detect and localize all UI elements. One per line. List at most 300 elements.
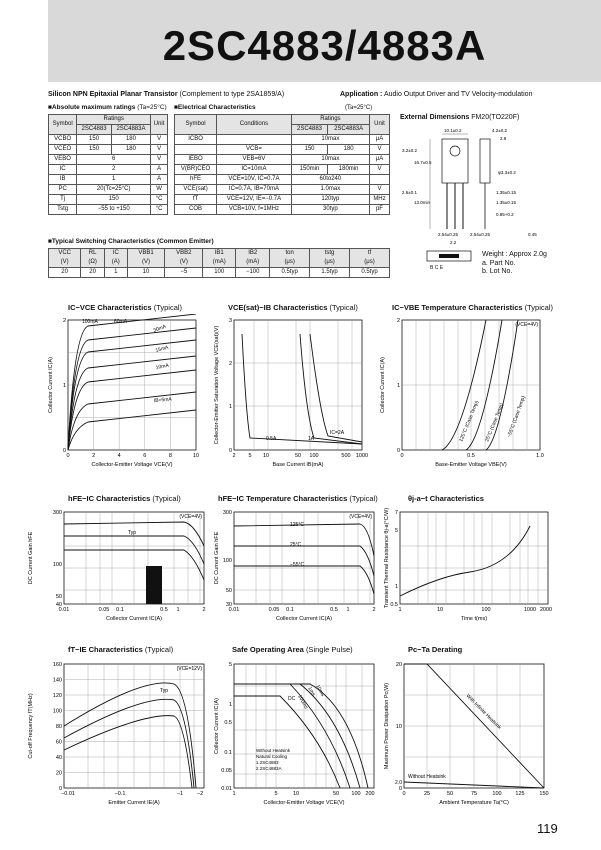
y-tick: 1 <box>396 383 400 389</box>
curve <box>234 684 360 788</box>
x-tick: 75 <box>470 791 478 797</box>
x-tick: 2 <box>202 607 206 613</box>
y-tick: 1 <box>62 383 66 389</box>
curve-label: IC=2A <box>330 430 345 436</box>
y-tick-extra: 2.0 <box>395 780 402 786</box>
curve-label: 10ms <box>314 684 326 698</box>
switch-value: 20 <box>49 268 81 278</box>
curve <box>400 526 530 596</box>
curve-label: 15mA <box>154 344 170 354</box>
x-tick: 10 <box>292 791 300 797</box>
dimension-label: 2.2 <box>450 240 457 245</box>
x-tick: 50 <box>332 791 340 797</box>
x-tick: 1000 <box>355 453 369 459</box>
soa-note: Natural Cooling <box>256 754 288 759</box>
x-tick: 500 <box>341 453 351 459</box>
curve-label: 100mA <box>82 319 98 325</box>
curve <box>64 716 192 788</box>
elec-row <box>175 155 390 165</box>
x-axis-label: Ambient Temperature Ta(°C) <box>439 800 509 806</box>
abs-symbol: Tstg <box>49 205 77 215</box>
y-tick: 40 <box>55 602 62 608</box>
switch-title: ■Typical Switching Characteristics (Common Emitter) <box>48 238 214 245</box>
x-tick: 10 <box>436 607 444 613</box>
part-no: a. Part No. <box>482 260 516 267</box>
curve <box>64 699 194 788</box>
pin-labels: B C E <box>430 265 444 271</box>
y-tick: 50 <box>55 594 62 600</box>
chart-pc-ta <box>380 656 560 810</box>
curve-label: 25°C <box>290 542 302 548</box>
y-tick: 140 <box>52 677 62 684</box>
abs-symbol: Tj <box>49 195 77 205</box>
y-tick: 0.5 <box>390 602 398 608</box>
abs-symbol: VEBO <box>49 155 77 165</box>
abs-max-title <box>48 104 167 111</box>
switch-value: 10 <box>127 268 165 278</box>
x-tick: −0.01 <box>61 791 75 797</box>
y-tick: 160 <box>52 662 62 668</box>
curve-label: IB=5mA <box>153 396 173 404</box>
elec-condition: VEB=6V <box>217 155 292 165</box>
abs-value-a: 1 <box>77 175 151 185</box>
chart-ic-vbe <box>376 314 546 474</box>
elec-row <box>175 135 390 145</box>
y-tick: 0 <box>62 448 66 454</box>
abs-row <box>49 135 168 145</box>
chart-hfe-ic-temp <box>210 506 380 628</box>
soa-note: Without Heatsink <box>256 748 291 753</box>
abs-max-heading: ■Absolute maximum ratings <box>48 104 136 111</box>
elec-symbol: V(BR)CEO <box>175 165 217 175</box>
y-tick: 0.01 <box>221 786 232 792</box>
elec-value-a: 30typ <box>291 205 369 215</box>
switch-head-symbol: VBB2 <box>176 250 192 256</box>
elec-title: ■Electrical Characteristics <box>174 104 256 111</box>
switch-head-unit: (V) <box>179 259 188 265</box>
ext-title <box>400 114 519 121</box>
weight: Weight : Approx 2.0g <box>482 251 547 258</box>
x-axis-label: Base Current IB(mA) <box>272 462 324 468</box>
abs-symbol: PC <box>49 185 77 195</box>
abs-max-table <box>48 114 168 215</box>
elec-table <box>174 114 390 215</box>
y-axis-label: Collector-Emitter Saturation Voltage VCE(sat)(V) <box>214 325 220 445</box>
switch-head-symbol: tf <box>367 250 372 256</box>
x-tick: 0 <box>66 453 70 459</box>
x-tick: 25 <box>423 791 431 797</box>
x-axis-label: Base-Emitter Voltage VBE(V) <box>435 462 507 468</box>
switch-value: 20 <box>81 268 105 278</box>
dimension-label: 0.45 <box>528 232 537 237</box>
th-symbol: Symbol <box>49 115 77 135</box>
dimension-label: 13.0min <box>414 200 431 205</box>
y-axis-label: Maximum Power Dissipation Pc(W) <box>384 682 390 770</box>
subtitle <box>48 91 284 98</box>
lot-no: b. Lot No. <box>482 268 513 275</box>
curve-label: 25°C (Case Temp) <box>484 402 506 443</box>
switch-head <box>104 249 127 268</box>
chart-vcesat-ib <box>210 314 370 474</box>
x-tick: 10 <box>262 453 270 459</box>
x-tick: 6 <box>143 453 147 459</box>
abs-unit: V <box>151 155 168 165</box>
y-tick: 300 <box>222 510 232 516</box>
switch-head-unit: (A) <box>111 259 120 265</box>
x-tick: 200 <box>365 791 375 797</box>
x-tick: 0 <box>400 453 404 459</box>
elec-symbol: IEBO <box>175 155 217 165</box>
dimension-label: 16.7±0.5 <box>414 160 432 165</box>
x-tick: 1000 <box>523 607 537 613</box>
th-b: 2SC4883A <box>111 125 150 135</box>
elec-row <box>175 145 390 155</box>
y-tick: 30 <box>225 602 232 608</box>
abs-row <box>49 165 168 175</box>
y-axis-label: DC Current Gain hFE <box>28 531 34 585</box>
abs-value-a: 6 <box>77 155 151 165</box>
application-label: Application : <box>340 91 383 98</box>
x-tick: 4 <box>117 453 121 459</box>
y-tick: 1 <box>228 702 232 708</box>
x-tick: 0.5 <box>160 607 168 613</box>
curve <box>300 334 362 444</box>
x-tick: 100 <box>351 791 361 797</box>
switch-head <box>127 249 165 268</box>
c4-title-text: hFE−IC Characteristics <box>68 494 151 503</box>
switch-head <box>203 249 236 268</box>
curve-label: 1A <box>308 436 315 442</box>
y-tick: 100 <box>222 558 232 564</box>
x-tick: 2000 <box>539 607 553 613</box>
switch-head-unit: (mA) <box>212 259 226 265</box>
elec-value-a: 120typ <box>291 195 369 205</box>
x-tick: 0.05 <box>98 607 110 613</box>
elec-value-a: 150min <box>291 165 328 175</box>
elec-unit <box>369 175 389 185</box>
abs-row <box>49 185 168 195</box>
curve-label: 1ms <box>306 686 317 698</box>
switch-head-symbol: RL <box>88 250 97 256</box>
c9-title <box>408 645 462 654</box>
curve-label: DC <box>288 696 296 702</box>
eth-unit: Unit <box>369 115 389 135</box>
curve <box>310 334 362 442</box>
elec-condition: IC=10mA <box>217 165 292 175</box>
curve-label: −55°C <box>290 562 305 568</box>
x-tick: 0.5 <box>467 453 475 459</box>
y-tick: 100 <box>52 562 62 568</box>
elec-unit: V <box>369 145 389 155</box>
y-tick: 100 <box>52 708 62 715</box>
c9-title-text: Pc−Ta Derating <box>408 645 463 654</box>
x-tick: 2 <box>372 607 376 613</box>
curve-label: Typ <box>128 530 137 536</box>
switch-head-symbol: IB2 <box>248 250 258 256</box>
curve-label: 100ms <box>296 694 309 711</box>
curve-label: 10mA <box>155 362 170 371</box>
dimension-label: 2.54±0.25 <box>438 232 458 237</box>
y-tick: 1 <box>394 584 398 590</box>
curve <box>68 340 196 450</box>
switch-value: 1 <box>104 268 127 278</box>
x-tick: 0.1 <box>116 607 124 613</box>
y-tick: 0 <box>58 786 62 792</box>
c2-note: (Typical) <box>329 303 358 312</box>
elec-unit: MHz <box>369 195 389 205</box>
dimension-label: 0.85+0.2 <box>496 212 514 217</box>
y-tick: 1 <box>228 404 232 410</box>
condition-label: (VCE=12V) <box>176 666 202 672</box>
elec-cond: (Ta=25°C) <box>345 105 373 111</box>
switch-head-symbol: IC <box>112 250 119 256</box>
switching-table <box>48 248 390 278</box>
c3-note: (Typical) <box>524 303 553 312</box>
c4-title <box>68 494 181 503</box>
switch-head-symbol: IB1 <box>214 250 224 256</box>
chart-theta-t <box>380 506 560 628</box>
soa-note: 1.2SC4883 <box>256 760 279 765</box>
y-tick: 0.1 <box>224 750 232 756</box>
curve <box>64 683 196 788</box>
c1-note: (Typical) <box>153 303 183 312</box>
y-tick: 20 <box>395 662 402 668</box>
c3-title-text: IC−VBE Temperature Characteristics <box>392 303 523 312</box>
elec-row <box>175 165 390 175</box>
abs-symbol: IC <box>49 165 77 175</box>
chart-ic-vce <box>44 314 204 474</box>
elec-symbol: ICBO <box>175 135 217 145</box>
abs-value-a: 2 <box>77 165 151 175</box>
switch-head <box>270 249 310 268</box>
condition-label: (VCE=4V) <box>349 514 372 520</box>
curve <box>68 356 196 450</box>
abs-row <box>49 195 168 205</box>
x-tick: 50 <box>446 791 454 797</box>
c8-title-text: Safe Operating Area <box>232 645 304 654</box>
eth-conditions: Conditions <box>217 115 292 135</box>
curve <box>242 334 362 444</box>
switch-head-symbol: tstg <box>324 250 335 256</box>
curve-label: Without Heatsink <box>408 774 446 780</box>
ext-heading: External Dimensions <box>400 114 470 121</box>
dimension-label: 2.6±0.1 <box>402 190 417 195</box>
curve-label: 0.5A <box>266 436 277 442</box>
x-tick: 1 <box>398 607 402 613</box>
switch-head <box>81 249 105 268</box>
subtitle-main: Silicon NPN Epitaxial Planar Transistor <box>48 91 178 98</box>
condition-label: (VCE=4V) <box>179 514 202 520</box>
elec-condition <box>217 135 292 145</box>
elec-symbol: COB <box>175 205 217 215</box>
c7-title-text: fT−IE Characteristics <box>68 645 143 654</box>
y-axis-label: Collector Current IC(A) <box>214 698 220 754</box>
x-tick: 1 <box>232 791 236 797</box>
abs-row <box>49 175 168 185</box>
switch-value: 100 <box>203 268 236 278</box>
elec-symbol: fT <box>175 195 217 205</box>
elec-symbol: VCE(sat) <box>175 185 217 195</box>
curve-label: Typ <box>160 688 169 694</box>
elec-value-b: 180 <box>328 145 370 155</box>
x-tick: 0 <box>402 791 406 797</box>
x-tick: 100 <box>481 607 491 613</box>
dimension-labels <box>402 128 537 245</box>
th-ratings: Ratings <box>77 115 151 125</box>
y-tick: 0.5 <box>224 720 232 726</box>
x-tick: 10 <box>192 453 200 459</box>
elec-condition: VCE=12V, IE=−0.7A <box>217 195 292 205</box>
switch-head <box>350 249 390 268</box>
elec-unit: V <box>369 185 389 195</box>
abs-unit: A <box>151 175 168 185</box>
dimension-label: 10.1±0.2 <box>444 128 462 133</box>
switch-head-symbol: ton <box>285 250 294 256</box>
y-tick: 50 <box>225 588 232 594</box>
elec-row <box>175 205 390 215</box>
curve <box>68 328 196 450</box>
switch-head-unit: (V) <box>60 259 69 265</box>
x-tick: −0.1 <box>114 791 126 797</box>
x-axis-label: Time t(ms) <box>460 616 488 622</box>
curve-label: 30mA <box>152 323 167 334</box>
x-tick: 1.0 <box>536 453 544 459</box>
elec-condition: VCB= <box>217 145 292 155</box>
elec-value-a: 60to240 <box>291 175 369 185</box>
x-axis-label: Collector-Emitter Voltage VCE(V) <box>263 800 345 806</box>
y-tick: 0 <box>396 448 400 454</box>
y-tick: 7 <box>394 510 398 516</box>
dimension-label: φ3.3±0.2 <box>498 170 516 175</box>
switch-head <box>310 249 350 268</box>
dimension-label: 4.2±0.2 <box>492 128 507 133</box>
switch-head-unit: (μs) <box>364 259 375 265</box>
y-tick: 40 <box>55 755 62 761</box>
x-axis-label: Collector Current IC(A) <box>276 616 332 622</box>
elec-unit: V <box>369 165 389 175</box>
c4-note: (Typical) <box>152 494 181 503</box>
y-tick: 0 <box>228 448 232 454</box>
c6-title <box>408 494 484 503</box>
abs-max-cond: (Ta=25°C) <box>137 104 167 111</box>
switch-value: 0.5typ <box>270 268 310 278</box>
c2-title <box>228 303 358 312</box>
condition-label: (VCE=4V) <box>515 322 538 328</box>
abs-unit: V <box>151 145 168 155</box>
abs-value-a: 20(Tc=25°C) <box>77 185 151 195</box>
x-tick: 0.1 <box>286 607 294 613</box>
curve <box>68 370 196 450</box>
package-drawing <box>400 124 580 246</box>
elec-value-a: 10max <box>291 135 369 145</box>
x-axis-label: Emitter Current IE(A) <box>108 800 160 806</box>
y-tick: 3 <box>228 318 232 324</box>
x-tick: 5 <box>248 453 252 459</box>
y-tick: 2 <box>62 318 66 324</box>
y-axis-label: DC Current Gain hFE <box>214 531 220 585</box>
y-tick: 5 <box>228 662 232 668</box>
curve-label: −55°C (Case Temp) <box>506 395 527 439</box>
y-tick: 2 <box>228 361 232 367</box>
y-axis-label: Collector Current IC(A) <box>48 357 54 413</box>
elec-unit: μA <box>369 155 389 165</box>
switch-head-unit: (mA) <box>246 259 260 265</box>
x-tick: 2 <box>92 453 96 459</box>
c2-title-text: VCE(sat)−IB Characteristics <box>228 303 328 312</box>
y-tick: 60 <box>55 739 62 746</box>
y-tick: 20 <box>55 770 62 777</box>
elec-row <box>175 185 390 195</box>
c8-title <box>232 645 353 654</box>
dimension-label: 1.35±0.15 <box>496 190 516 195</box>
c5-title <box>218 494 378 503</box>
th-unit: Unit <box>151 115 168 135</box>
x-axis-label: Collector Current IC(A) <box>106 616 162 622</box>
dimension-label: 2.54±0.25 <box>470 232 490 237</box>
abs-unit: °C <box>151 195 168 205</box>
y-tick: 10 <box>395 724 402 730</box>
c3-title <box>392 303 553 312</box>
c5-note: (Typical) <box>349 494 378 503</box>
x-tick: 2 <box>232 453 236 459</box>
x-tick: 100 <box>492 791 502 797</box>
c7-note: (Typical) <box>144 645 174 654</box>
eth-ratings: Ratings <box>291 115 369 125</box>
eth-b: 2SC4883A <box>328 125 370 135</box>
y-tick: 5 <box>394 528 398 534</box>
curve-label: 125°C <box>290 522 304 528</box>
c1-title-text: IC−VCE Characteristics <box>68 303 152 312</box>
abs-value-b: 180 <box>111 135 150 145</box>
switch-value: 1.5typ <box>310 268 350 278</box>
application-text: Audio Output Driver and TV Velocity-modulation <box>383 91 533 98</box>
x-tick: −1 <box>176 791 184 797</box>
chart-hfe-ic <box>24 506 210 628</box>
dimension-label: 3.2±0.2 <box>402 148 417 153</box>
abs-row <box>49 145 168 155</box>
dimension-label: 1.35±0.15 <box>496 200 516 205</box>
c7-title <box>68 645 173 654</box>
abs-value-a: 150 <box>77 145 111 155</box>
switch-value: 0.5typ <box>350 268 390 278</box>
x-tick: 150 <box>539 791 549 797</box>
x-tick: 0.5 <box>330 607 338 613</box>
curve-label: 60mA <box>114 319 128 325</box>
y-axis-label: Transient Thermal Resistance θj-a(°C/W) <box>384 507 390 609</box>
switch-head-symbol: VBB1 <box>138 250 154 256</box>
x-tick: 1 <box>346 607 350 613</box>
switch-head <box>49 249 81 268</box>
application <box>340 91 532 98</box>
x-tick: 1 <box>176 607 180 613</box>
x-tick: −2 <box>196 791 204 797</box>
switch-head <box>165 249 203 268</box>
abs-symbol: IB <box>49 175 77 185</box>
th-a: 2SC4883 <box>77 125 111 135</box>
elec-condition: VCB=10V, f=1MHz <box>217 205 292 215</box>
elec-value-a: 1.0max <box>291 185 369 195</box>
switch-head-unit: (Ω) <box>88 259 97 265</box>
x-tick: 0.05 <box>268 607 280 613</box>
chart-ft-ie <box>24 656 210 810</box>
curve <box>68 392 196 450</box>
elec-value-a: 10max <box>291 155 369 165</box>
y-axis-label: Cut-off Frequency fT(MHz) <box>28 693 34 759</box>
elec-unit: pF <box>369 205 389 215</box>
abs-value-a: −55 to +150 <box>77 205 151 215</box>
y-tick: 80 <box>55 724 62 730</box>
c6-title-text: θj-a−t Characteristics <box>408 494 484 503</box>
